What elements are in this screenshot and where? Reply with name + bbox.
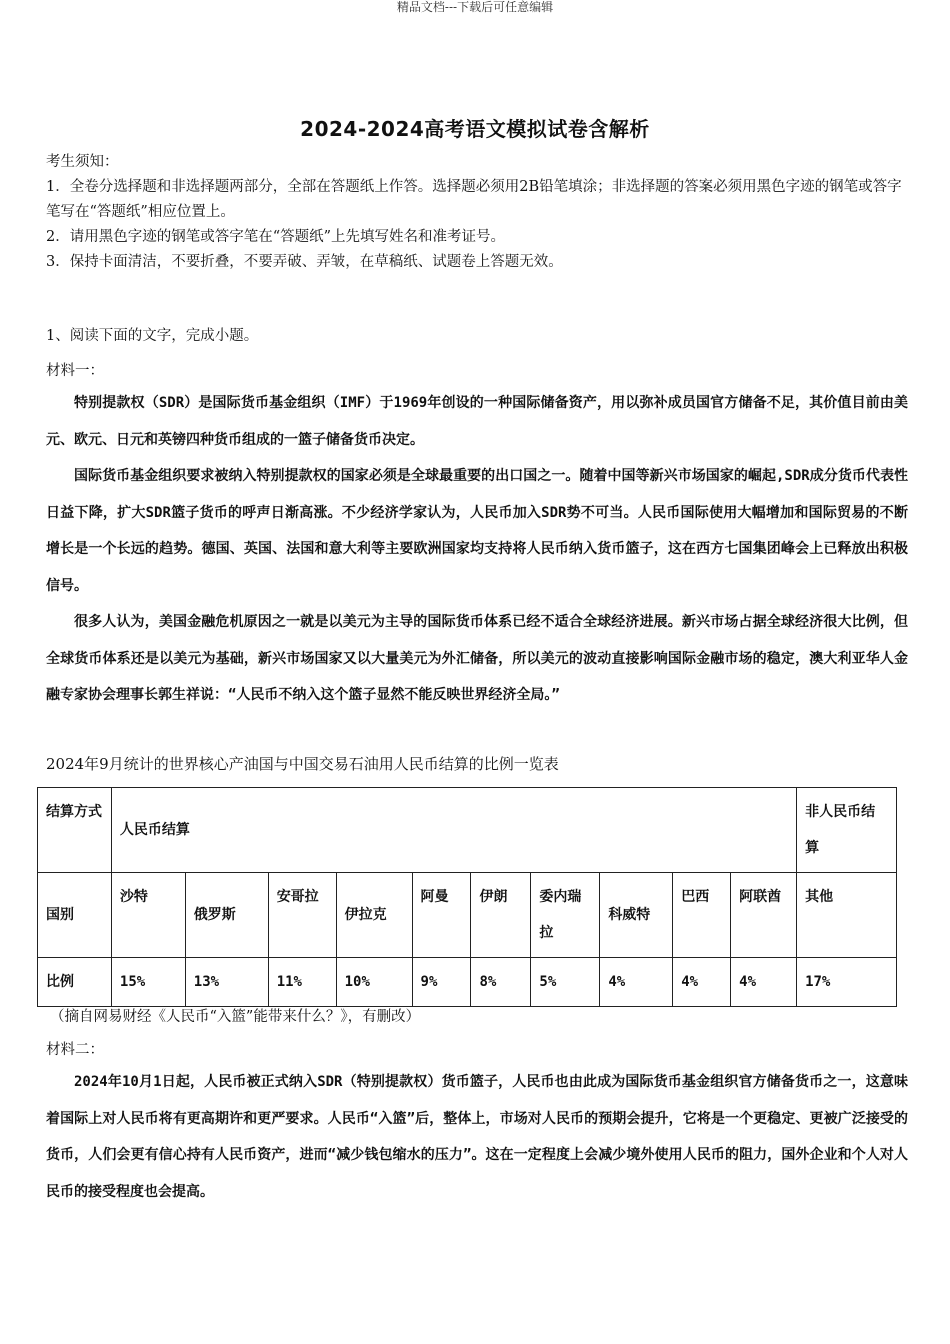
page-header-note: 精品文档---下载后可任意编辑 xyxy=(396,0,554,14)
table-cell: 15% xyxy=(111,958,185,1007)
question-intro: 1、阅读下面的文字，完成小题。 xyxy=(46,328,259,344)
table-cell: 委内瑞拉 xyxy=(531,873,600,958)
material2-passage xyxy=(46,1064,908,1210)
table-cell: 人民币结算 xyxy=(111,788,796,873)
table-cell: 沙特 xyxy=(111,873,185,958)
table-cell: 4% xyxy=(731,958,797,1007)
table-cell: 8% xyxy=(471,958,531,1007)
notice-item: 3．保持卡面清洁，不要折叠，不要弄破、弄皱，在草稿纸、试题卷上答题无效。 xyxy=(46,254,563,270)
table-cell: 10% xyxy=(336,958,412,1007)
table-cell: 4% xyxy=(673,958,731,1007)
table-cell: 其他 xyxy=(797,873,897,958)
table-cell: 伊朗 xyxy=(471,873,531,958)
candidate-notice xyxy=(46,150,906,275)
table-cell: 科威特 xyxy=(600,873,673,958)
table-cell: 安哥拉 xyxy=(268,873,336,958)
notice-item: 1．全卷分选择题和非选择题两部分，全部在答题纸上作答。选择题必须用2B铅笔填涂；非选择题的答案必须用黑色字迹的钢笔或答字笔写在“答题纸”相应位置上。 xyxy=(46,179,902,220)
material1-label: 材料一： xyxy=(46,363,104,379)
table-cell: 比例 xyxy=(38,958,112,1007)
table-cell: 国别 xyxy=(38,873,112,958)
table-row xyxy=(38,788,897,873)
notice-item: 2．请用黑色字迹的钢笔或答字笔在“答题纸”上先填写姓名和准考证号。 xyxy=(46,229,506,245)
table-cell: 伊拉克 xyxy=(336,873,412,958)
material1-paragraph: 很多人认为，美国金融危机原因之一就是以美元为主导的国际货币体系已经不适合全球经济进展。新兴市场占据全球经济很大比例，但全球货币体系还是以美元为基础，新兴市场国家又以大量美元为外汇储备，所以美元的波动直接影响国际金融市场的稳定，澳大利亚华人金融专家协会理事长郭生祥说：“人民币不纳入这个篮子显然不能反映世界经济全局。” xyxy=(46,614,908,703)
table-row xyxy=(38,958,897,1007)
table-cell: 巴西 xyxy=(673,873,731,958)
table-row xyxy=(38,873,897,958)
table-cell: 阿曼 xyxy=(412,873,471,958)
table-cell: 11% xyxy=(268,958,336,1007)
table-cell: 结算方式 xyxy=(38,788,112,873)
material1-paragraph: 特别提款权（SDR）是国际货币基金组织（IMF）于1969年创设的一种国际储备资产，用以弥补成员国官方储备不足，其价值目前由美元、欧元、日元和英镑四种货币组成的一篮子储备货币决定。 xyxy=(46,395,908,448)
table-cell: 俄罗斯 xyxy=(185,873,268,958)
material2-label: 材料二： xyxy=(46,1042,104,1058)
table-cell: 5% xyxy=(531,958,600,1007)
material2-paragraph: 2024年10月1日起，人民币被正式纳入SDR（特别提款权）货币篮子，人民币也由此成为国际货币基金组织官方储备货币之一，这意味着国际上对人民币将有更高期许和更严要求。人民币“入篮”后，整体上，市场对人民币的预期会提升，它将是一个更稳定、更被广泛接受的货币，人们会更有信心持有人民币资产，进而“减少钱包缩水的压力”。这在一定程度上会减少境外使用人民币的阻力，国外企业和个人对人民币的接受程度也会提高。 xyxy=(46,1074,908,1200)
notice-heading: 考生须知： xyxy=(46,154,119,170)
material1-passage xyxy=(46,385,908,714)
table-cell: 9% xyxy=(412,958,471,1007)
table-cell: 4% xyxy=(600,958,673,1007)
table-cell: 17% xyxy=(797,958,897,1007)
table-caption: 2024年9月统计的世界核心产油国与中国交易石油用人民币结算的比例一览表 xyxy=(46,755,559,773)
table-cell: 阿联酋 xyxy=(731,873,797,958)
table-cell: 非人民币结算 xyxy=(797,788,897,873)
table-cell: 13% xyxy=(185,958,268,1007)
table-source-note: （摘自网易财经《人民币“入篮”能带来什么？》，有删改） xyxy=(50,1009,421,1025)
material1-paragraph: 国际货币基金组织要求被纳入特别提款权的国家必须是全球最重要的出口国之一。随着中国等新兴市场国家的崛起,SDR成分货币代表性日益下降，扩大SDR篮子货币的呼声日渐高涨。不少经济学家认为，人民币加入SDR势不可当。人民币国际使用大幅增加和国际贸易的不断增长是一个长远的趋势。德国、英国、法国和意大利等主要欧洲国家均支持将人民币纳入货币篮子，这在西方七国集团峰会上已释放出积极信号。 xyxy=(46,468,908,594)
settlement-ratio-table xyxy=(37,787,897,1007)
document-title: 2024-2024高考语文模拟试卷含解析 xyxy=(300,117,650,141)
